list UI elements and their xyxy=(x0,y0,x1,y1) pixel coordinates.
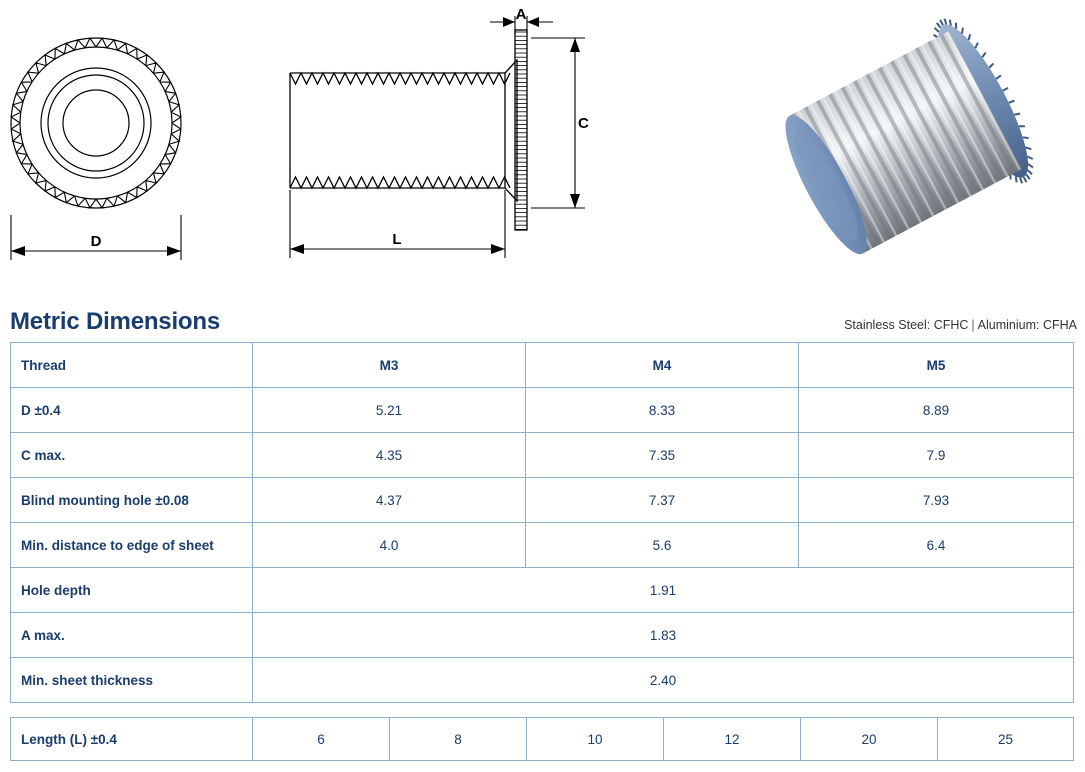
table-row xyxy=(11,433,1074,478)
cell-length-6: 6 xyxy=(253,718,390,761)
page-title: Metric Dimensions xyxy=(10,308,220,335)
table-row xyxy=(11,613,1074,658)
cell-d-m4: 8.33 xyxy=(526,388,799,433)
isometric-render xyxy=(745,10,1075,270)
table-row xyxy=(11,388,1074,433)
cell-min-sheet-thickness-all: 2.40 xyxy=(253,658,1074,703)
row-label-min-sheet-thickness: Min. sheet thickness xyxy=(11,658,253,703)
header-thread-m3: M3 xyxy=(253,343,526,388)
technical-drawings xyxy=(0,0,1085,300)
cell-c-max-m4: 7.35 xyxy=(526,433,799,478)
cell-d-m3: 5.21 xyxy=(253,388,526,433)
section-title-row xyxy=(0,300,1085,342)
table-row xyxy=(11,478,1074,523)
cell-edge-distance-m3: 4.0 xyxy=(253,523,526,568)
row-label-blind-hole: Blind mounting hole ±0.08 xyxy=(11,478,253,523)
metric-dimensions-table xyxy=(10,342,1074,703)
cell-blind-hole-m5: 7.93 xyxy=(799,478,1074,523)
table-row xyxy=(11,523,1074,568)
material-note xyxy=(844,318,1077,336)
cell-length-8: 8 xyxy=(390,718,527,761)
cell-length-10: 10 xyxy=(527,718,664,761)
row-label-d: D ±0.4 xyxy=(11,388,253,433)
material-stainless: Stainless Steel: CFHC xyxy=(844,318,969,332)
table-row xyxy=(11,718,1074,761)
header-thread-m4: M4 xyxy=(526,343,799,388)
header-thread-m5: M5 xyxy=(799,343,1074,388)
material-separator: | xyxy=(971,318,975,332)
front-view-drawing xyxy=(0,8,250,278)
dimension-label-d: D xyxy=(90,233,102,250)
cell-c-max-m3: 4.35 xyxy=(253,433,526,478)
row-label-a-max: A max. xyxy=(11,613,253,658)
table-header-row xyxy=(11,343,1074,388)
dimension-label-l: L xyxy=(392,231,402,248)
dimension-label-a: A xyxy=(515,8,527,23)
cell-edge-distance-m4: 5.6 xyxy=(526,523,799,568)
table-row xyxy=(11,568,1074,613)
table-body xyxy=(11,343,1074,703)
header-thread-label: Thread xyxy=(11,343,253,388)
cell-blind-hole-m4: 7.37 xyxy=(526,478,799,523)
row-label-edge-distance: Min. distance to edge of sheet xyxy=(11,523,253,568)
cell-hole-depth-all: 1.91 xyxy=(253,568,1074,613)
row-label-c-max: C max. xyxy=(11,433,253,478)
cell-length-25: 25 xyxy=(938,718,1074,761)
cell-c-max-m5: 7.9 xyxy=(799,433,1074,478)
length-options-table xyxy=(10,717,1074,761)
cell-d-m5: 8.89 xyxy=(799,388,1074,433)
material-aluminium: Aluminium: CFHA xyxy=(977,318,1077,332)
dimension-label-c: C xyxy=(578,115,589,132)
cell-edge-distance-m5: 6.4 xyxy=(799,523,1074,568)
cell-length-20: 20 xyxy=(801,718,938,761)
cell-length-12: 12 xyxy=(664,718,801,761)
cell-a-max-all: 1.83 xyxy=(253,613,1074,658)
table-row xyxy=(11,658,1074,703)
length-table-body xyxy=(11,718,1074,761)
side-view-drawing xyxy=(265,8,595,278)
row-label-length: Length (L) ±0.4 xyxy=(11,718,253,761)
cell-blind-hole-m3: 4.37 xyxy=(253,478,526,523)
row-label-hole-depth: Hole depth xyxy=(11,568,253,613)
